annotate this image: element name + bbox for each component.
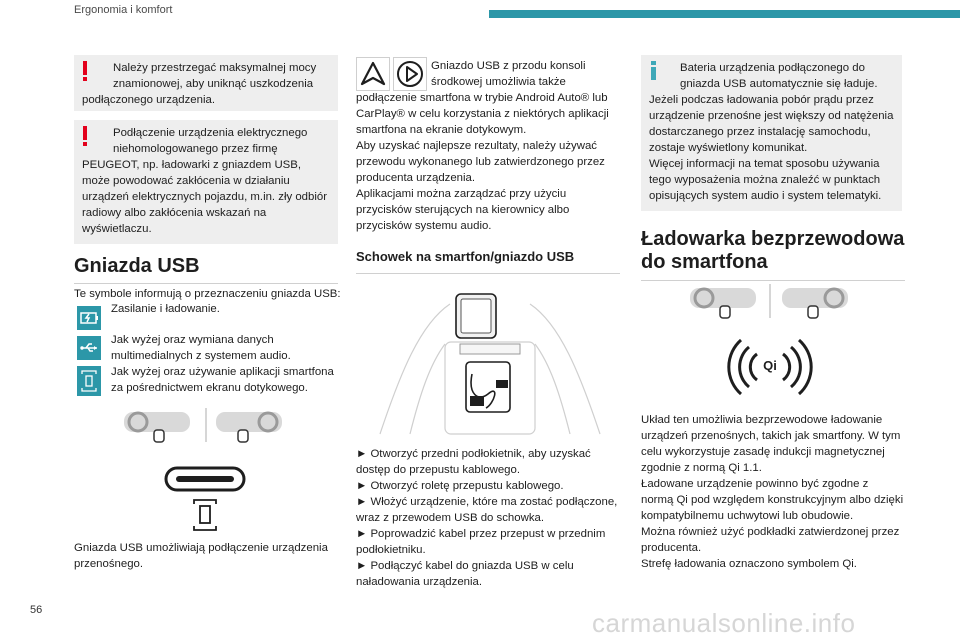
wireless-section-header — [641, 228, 905, 281]
warning-line: niehomologowanego przez firmę — [113, 143, 278, 155]
info-line: tego wyposażenia można znaleźć w punktach — [649, 174, 881, 186]
symbol-line: Jak wyżej oraz wymiana danych — [111, 334, 274, 346]
watermark: carmanualsonline.info — [592, 608, 856, 638]
body-line: producenta. — [641, 542, 702, 554]
usb-section-header — [74, 255, 338, 284]
body-line: urządzeń przenośnych, takich jak smartfony. W tym — [641, 430, 901, 442]
body-line: Można również użyć podkładki zatwierdzonej przez — [641, 526, 900, 538]
warning-line: urządzeń elektrycznych pojazdu, m.in. zły odbiór — [82, 191, 328, 203]
symbol-line: Jak wyżej oraz używanie aplikacji smartfona — [111, 366, 334, 378]
body-line: przycisków sterujących na kierownicy albo — [356, 204, 570, 216]
android-auto-icon — [356, 57, 390, 91]
intro-line: środkowej umożliwia także — [431, 76, 566, 88]
section-rule — [356, 273, 620, 274]
body-line: kompatybilnemu uchwytowi lub obudowie. — [641, 510, 854, 522]
body-line: smartfona na ekranie dotykowym. — [356, 124, 527, 136]
body-line: celu wykorzystuje zasadę indukcji magnetycznej — [641, 446, 885, 458]
body-line: przenośnego. — [74, 558, 144, 570]
qi-label: Qi — [763, 358, 777, 373]
symbol-line: za pośrednictwem ekranu dotykowego. — [111, 382, 308, 394]
step-line: ► Poprowadzić kabel przez przepust w przednim — [356, 528, 606, 540]
warning-line: znamionowej, aby uniknąć uszkodzenia — [113, 78, 314, 90]
step-line: ► Włożyć urządzenie, które ma zostać podłączone, — [356, 496, 618, 508]
body-line: zgodnie z normą Qi 1.1. — [641, 462, 762, 474]
warning-line: Należy przestrzegać maksymalnej mocy — [113, 62, 317, 74]
warning-line: radiowy albo zakłócenia wskazań na — [82, 207, 267, 219]
info-box-battery — [641, 55, 902, 211]
page-number: 56 — [30, 604, 43, 616]
section-rule — [641, 280, 905, 281]
body-line: Ładowane urządzenie powinno być zgodne z — [641, 478, 869, 490]
qi-wireless-symbol — [720, 336, 820, 398]
step-line: podłokietniku. — [356, 544, 426, 556]
usb-front-intro — [431, 58, 586, 90]
info-line: Jeżeli podczas ładowania pobór prądu przez — [649, 94, 874, 106]
warning-box-power — [74, 55, 338, 111]
symbol-line: multimedialnych z systemem audio. — [111, 350, 291, 362]
usb-port-illustration — [160, 464, 250, 534]
body-line: Aplikacjami można zarządzać przy użyciu — [356, 188, 567, 200]
info-line: gniazda USB automatycznie się ładuje. — [680, 78, 878, 90]
step-line: ► Otworzyć roletę przepustu kablowego. — [356, 480, 564, 492]
step-line: wraz z przewodem USB do schowka. — [356, 512, 545, 524]
usb-data-icon — [77, 336, 101, 360]
console-storage-illustration — [360, 284, 620, 440]
step-line: dostęp do przepustu kablowego. — [356, 464, 521, 476]
wireless-title-line: do smartfona — [641, 251, 768, 273]
storage-steps — [356, 446, 626, 590]
body-line: Gniazda USB umożliwiają podłączenie urządzenia — [74, 542, 328, 554]
body-line: Aby uzyskać najlepsze rezultaty, należy używać — [356, 140, 597, 152]
vehicle-configuration-illustration — [120, 404, 300, 446]
symbol-description — [111, 332, 291, 364]
body-line: Strefę ładowania oznaczono symbolem Qi. — [641, 558, 857, 570]
symbol-description — [111, 364, 334, 396]
wireless-body — [641, 412, 911, 572]
storage-section-header — [356, 249, 620, 274]
info-line: zostaje wyświetlony komunikat. — [649, 142, 808, 154]
step-line: ► Podłączyć kabel do gniazda USB w celu — [356, 560, 574, 572]
body-line: przewodu wykonanego lub zatwierdzonego przez — [356, 156, 605, 168]
body-line: normą Qi pod względem konstrukcyjnym albo dzięki — [641, 494, 904, 506]
body-line: przycisków systemu audio. — [356, 220, 492, 232]
intro-line: Gniazdo USB z przodu konsoli — [431, 60, 586, 72]
carplay-icon — [393, 57, 427, 91]
step-line: naładowania urządzenia. — [356, 576, 483, 588]
warning-line: podłączonego urządzenia. — [82, 94, 215, 106]
smartphone-mirror-icon — [77, 366, 101, 396]
storage-section-title: Schowek na smartfon/gniazdo USB — [356, 249, 575, 264]
step-line: ► Otworzyć przedni podłokietnik, aby uzyskać — [356, 448, 591, 460]
body-line: CarPlay® w celu korzystania z niektórych aplikacji — [356, 108, 609, 120]
body-line: podłączenie smartfona w trybie Android Auto® lub — [356, 92, 608, 104]
info-line: Bateria urządzenia podłączonego do — [680, 62, 865, 74]
wireless-title-line: Ładowarka bezprzewodowa — [641, 228, 905, 250]
vehicle-configuration-illustration — [686, 282, 866, 324]
warning-box-homologation — [74, 120, 338, 244]
power-charge-icon — [77, 306, 101, 330]
usb-front-body — [356, 90, 626, 234]
body-line: Układ ten umożliwia bezprzewodowe ładowanie — [641, 414, 883, 426]
info-line: urządzenie przenośne jest większy od natężenia — [649, 110, 894, 122]
section-rule — [74, 283, 338, 284]
warning-line: może powodować zakłócenia w działaniu — [82, 175, 290, 187]
body-line: producenta urządzenia. — [356, 172, 476, 184]
header-accent-bar — [489, 10, 960, 18]
warning-line: PEUGEOT, np. ładowarki z gniazdem USB, — [82, 159, 302, 171]
usb-intro: Te symbole informują o przeznaczeniu gniazda USB: — [74, 288, 341, 300]
usb-section-title: Gniazda USB — [74, 255, 200, 277]
warning-line: wyświetlaczu. — [82, 223, 152, 235]
info-line: opisujących system audio i system telematyki. — [649, 190, 882, 202]
warning-line: Podłączenie urządzenia elektrycznego — [113, 127, 308, 139]
symbol-description: Zasilanie i ładowanie. — [111, 303, 220, 315]
info-line: Więcej informacji na temat sposobu używania — [649, 158, 880, 170]
section-title: Ergonomia i komfort — [74, 4, 173, 16]
usb-bottom-text — [74, 540, 344, 572]
info-line: dostarczanego przez instalację samochodu, — [649, 126, 871, 138]
